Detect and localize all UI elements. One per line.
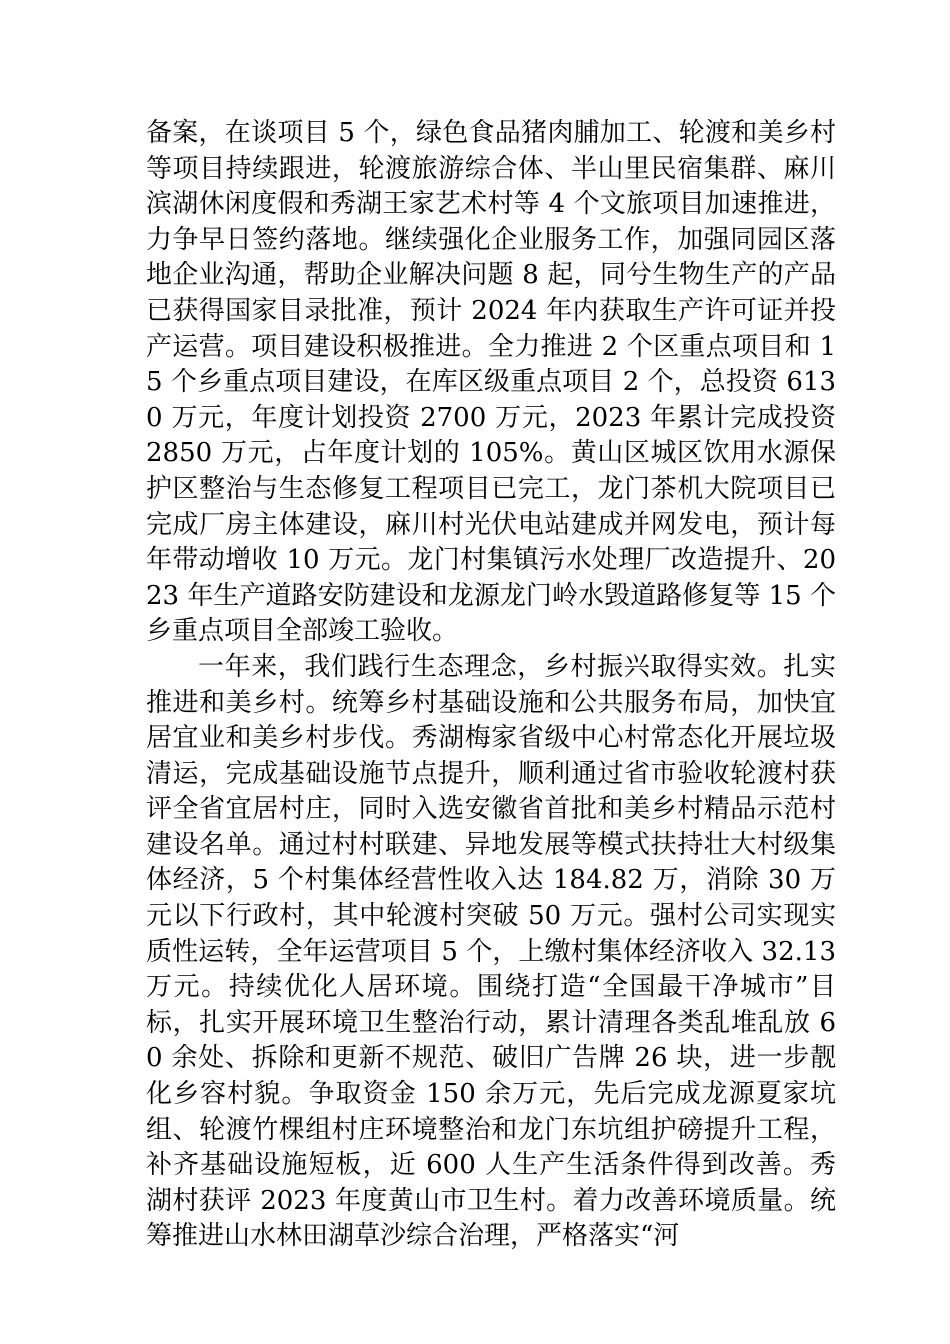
- document-body: [146, 116, 836, 1255]
- paragraph-2: 一年来，我们践行生态理念，乡村振兴取得实效。扎实推进和美乡村。统筹乡村基础设施和公共服务布局，加快宜居宜业和美乡村步伐。秀湖梅家省级中心村常态化开展垃圾清运，完成基础设施节点提升，顺利通过省市验收轮渡村获评全省宜居村庄，同时入选安徽省首批和美乡村精品示范村建设名单。通过村村联建、异地发展等模式扶持壮大村级集体经济，5 个村集体经营性收入达 184.82 万，消除 30 万元以下行政村，其中轮渡村突破 50 万元。强村公司实现实质性运转，全年运营项目 5 个，上缴村集体经济收入 32.13 万元。持续优化人居环境。围绕打造“全国最干净城市”目标，扎实开展环境卫生整治行动，累计清理各类乱堆乱放 60 余处、拆除和更新不规范、破旧广告牌 26 块，进一步靓化乡容村貌。争取资金 150 余万元，先后完成龙源夏家坑组、轮渡竹棵组村庄环境整治和龙门东坑组护磅提升工程，补齐基础设施短板，近 600 人生产生活条件得到改善。秀湖村获评 2023 年度黄山市卫生村。着力改善环境质量。统筹推进山水林田湖草沙综合治理，严格落实“河: [146, 651, 836, 1252]
- paragraph-1: 备案，在谈项目 5 个，绿色食品猪肉脯加工、轮渡和美乡村等项目持续跟进，轮渡旅游综合体、半山里民宿集群、麻川滨湖休闲度假和秀湖王家艺术村等 4 个文旅项目加速推进，力争早日签约落地。继续强化企业服务工作，加强同园区落地企业沟通，帮助企业解决问题 8 起，同兮生物生产的产品已获得国家目录批准，预计 2024 年内获取生产许可证并投产运营。项目建设积极推进。全力推进 2 个区重点项目和 15 个乡重点项目建设，在库区级重点项目 2 个，总投资 6130 万元，年度计划投资 2700 万元，2023 年累计完成投资 2850 万元，占年度计划的 105%。黄山区城区饮用水源保护区整治与生态修复工程项目已完工，龙门茶机大院项目已完成厂房主体建设，麻川村光伏电站建成并网发电，预计每年带动增收 10 万元。龙门村集镇污水处理厂改造提升、2023 年生产道路安防建设和龙源龙门岭水毁道路修复等 15 个乡重点项目全部竣工验收。: [146, 118, 836, 647]
